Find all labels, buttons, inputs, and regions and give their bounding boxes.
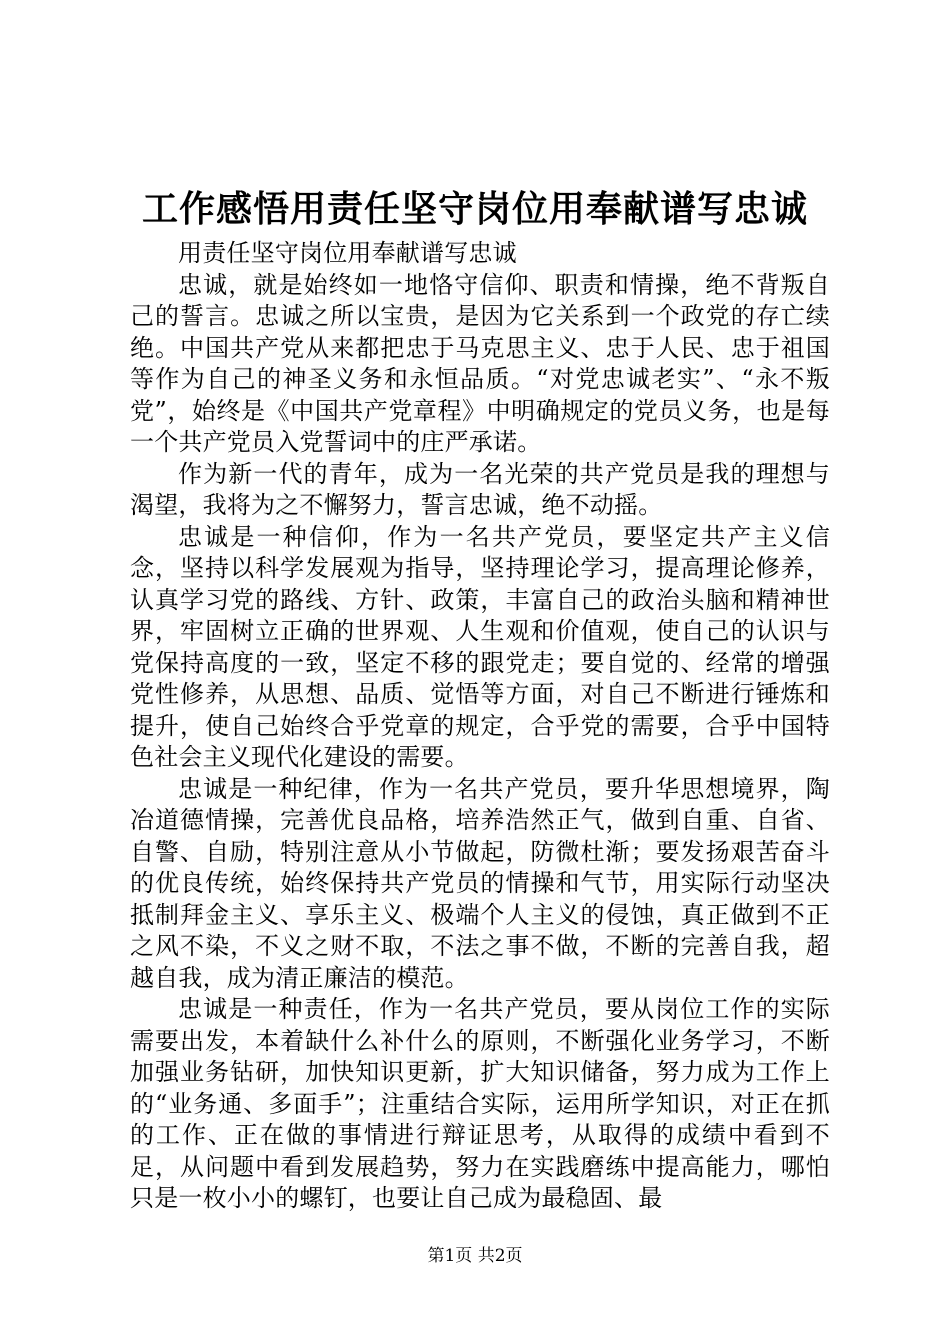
subtitle-paragraph: 用责任坚守岗位用奉献谱写忠诚 [178, 239, 517, 267]
body-paragraph: 忠诚是一种责任，作为一名共产党员，要从岗位工作的实际需要出发，本着缺什么补什么的原则，不断强化业务学习，不断加强业务钻研，加快知识更新，扩大知识储备，努力成为工作上的“业务通、多面手”；注重结合实际，运用所学知识，对正在抓的工作、正在做的事情进行辩证思考，从取得的成绩中看到不足，从问题中看到发展趋势，努力在实践磨练中提高能力，哪怕只是一枚小小的螺钉，也要让自己成为最稳固、最 [130, 995, 830, 1212]
body-paragraph: 作为新一代的青年，成为一名光荣的共产党员是我的理想与渴望，我将为之不懈努力，誓言忠诚，绝不动摇。 [130, 459, 830, 519]
page-footer: 第1页 共2页 [427, 1246, 523, 1266]
document-body [130, 238, 830, 1215]
body-paragraph: 忠诚是一种信仰，作为一名共产党员，要坚定共产主义信念，坚持以科学发展观为指导，坚持理论学习，提高理论修养，认真学习党的路线、方针、政策，丰富自己的政治头脑和精神世界，牢固树立正确的世界观、人生观和价值观，使自己的认识与党保持高度的一致，坚定不移的跟党走；要自觉的、经常的增强党性修养，从思想、品质、觉悟等方面，对自己不断进行锤炼和提升，使自己始终合乎党章的规定，合乎党的需要，合乎中国特色社会主义现代化建设的需要。 [130, 522, 830, 771]
document-title: 工作感悟用责任坚守岗位用奉献谱写忠诚 [141, 188, 808, 230]
body-paragraph: 忠诚，就是始终如一地恪守信仰、职责和情操，绝不背叛自己的誓言。忠诚之所以宝贵，是因为它关系到一个政党的存亡续绝。中国共产党从来都把忠于马克思主义、忠于人民、忠于祖国等作为自己的神圣义务和永恒品质。“对党忠诚老实”、“永不叛党”，始终是《中国共产党章程》中明确规定的党员义务，也是每一个共产党员入党誓词中的庄严承诺。 [130, 270, 830, 456]
body-paragraph: 忠诚是一种纪律，作为一名共产党员，要升华思想境界，陶冶道德情操，完善优良品格，培养浩然正气，做到自重、自省、自警、自励，特别注意从小节做起，防微杜渐；要发扬艰苦奋斗的优良传统，始终保持共产党员的情操和气节，用实际行动坚决抵制拜金主义、享乐主义、极端个人主义的侵蚀，真正做到不正之风不染，不义之财不取，不法之事不做，不断的完善自我，超越自我，成为清正廉洁的模范。 [130, 774, 830, 992]
